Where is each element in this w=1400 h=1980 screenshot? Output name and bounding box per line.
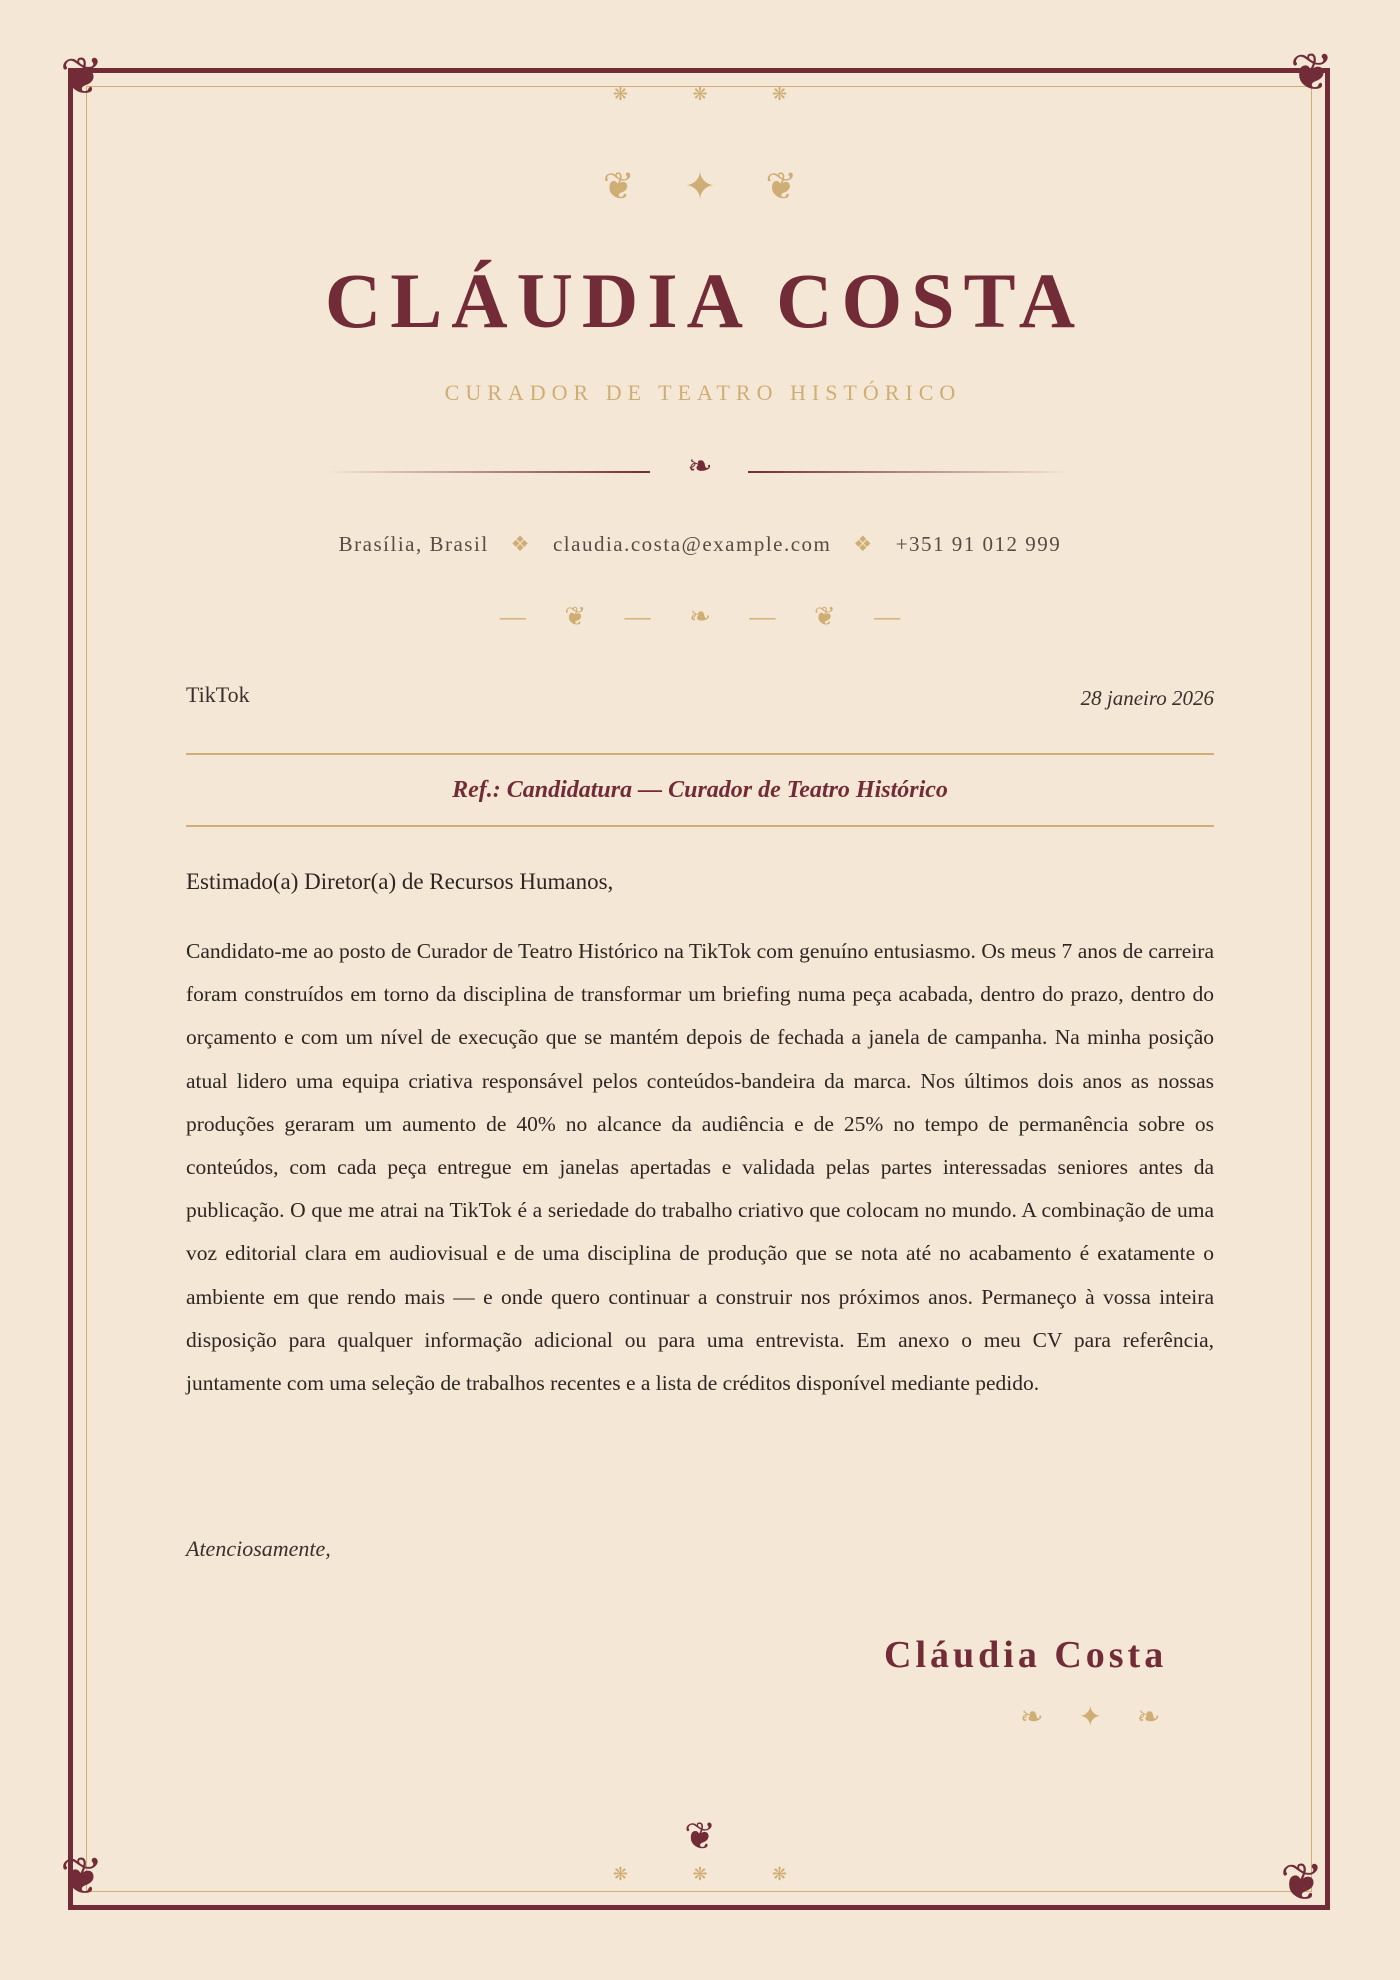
contact-phone[interactable]: +351 91 012 999 — [895, 532, 1062, 556]
signature-ornament: ❧ ✦ ❧ — [1020, 1702, 1175, 1733]
letter-body: Candidato-me ao posto de Curador de Teatro Histórico na TikTok com genuíno entusiasmo. Os meus 7 anos de carreira foram construídos em torno da disciplina de transformar um briefing numa peça acabada, dentro do prazo, dentro do orçamento e com um nível de execução que se mantém depois de fechada a janela de campanha. Na minha posição atual lidero uma equipa criativa responsável pelos conteúdos-bandeira da marca. Nos últimos dois anos as nossas produções geraram um aumento de 40% no alcance da audiência e de 25% no tempo de permanência sobre os conteúdos, com cada peça entregue em janelas apertadas e validada pelas partes interessadas seniores antes da publicação. O que me atrai na TikTok é a seriedade do trabalho criativo que colocam no mundo. A combinação de uma voz editorial clara em audiovisual e de uma disciplina de produção que se nota até no acabamento é exatamente o ambiente em que rendo mais — e onde quero continuar a construir nos próximos anos. Permaneço à vossa inteira disposição para qualquer informação adicional ou para uma entrevista. Em anexo o meu CV para referência, juntamente com uma seleção de trabalhos recentes e a lista de créditos disponível mediante pedido. — [186, 939, 1214, 1396]
letter-date: 28 janeiro 2026 — [1080, 686, 1214, 710]
signature-name: Cláudia Costa — [884, 1634, 1168, 1676]
reference-rule-bottom — [186, 825, 1214, 827]
reference-rule-top — [186, 753, 1214, 755]
contact-line — [0, 534, 1400, 555]
contact-email[interactable]: claudia.costa@example.com — [552, 532, 832, 556]
applicant-title: CURADOR DE TEATRO HISTÓRICO — [444, 380, 962, 405]
header-ornament: ❦ ✦ ❦ — [602, 166, 818, 208]
contact-location: Brasília, Brasil — [338, 532, 489, 556]
reference-line: Ref.: Candidatura — Curador de Teatro Histórico — [452, 777, 948, 803]
corner-ornament-icon: ❦ — [1290, 45, 1334, 102]
corner-ornament-icon: ❦ — [60, 1849, 104, 1906]
closing: Atenciosamente, — [186, 1536, 331, 1561]
recipient-company: TikTok — [186, 682, 250, 707]
top-dots-ornament: ❋ ❋ ❋ — [612, 84, 818, 104]
bottom-ornament-icon: ❦ — [684, 1816, 716, 1858]
divider-line-right — [748, 471, 1072, 473]
ornament-row: — ❦ — ❧ — ❦ — — [499, 602, 917, 631]
corner-ornament-icon: ❦ — [1280, 1855, 1324, 1912]
bottom-dots-ornament: ❋ ❋ ❋ — [612, 1864, 818, 1884]
separator-icon: ❖ — [853, 532, 874, 556]
salutation: Estimado(a) Diretor(a) de Recursos Humanos, — [186, 869, 614, 894]
separator-icon: ❖ — [510, 532, 531, 556]
applicant-name: CLÁUDIA COSTA — [324, 257, 1085, 344]
corner-ornament-icon: ❦ — [60, 49, 104, 106]
divider-ornament-icon: ❧ — [687, 450, 713, 483]
